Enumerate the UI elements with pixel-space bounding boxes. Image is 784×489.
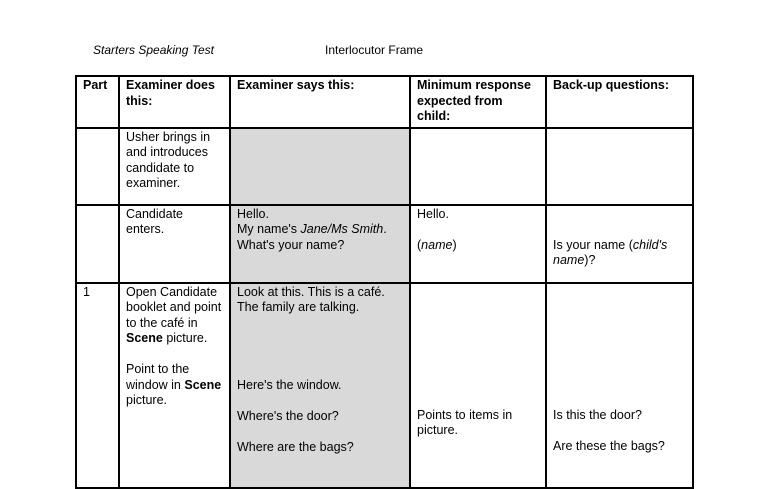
- interlocutor-frame-table: [75, 75, 694, 489]
- column-header-examiner-does: Examiner does this:: [119, 76, 230, 128]
- cell-examiner-says: [230, 283, 410, 488]
- table-row: [76, 283, 693, 488]
- cell-examiner-does: Usher brings in and introduces candidate to examiner.: [119, 128, 230, 205]
- says-whats-your-name: What's your name?: [237, 237, 345, 252]
- does-open-booklet: Open Candidate booklet and point to the café in Scene picture.: [126, 284, 222, 345]
- column-header-minimum-response: Minimum response expected from child:: [410, 76, 546, 128]
- says-heres-the-window: Here's the window.: [237, 377, 342, 392]
- table-row: [76, 205, 693, 283]
- document-subtitle-test-name: Starters Speaking Test: [93, 43, 214, 57]
- cell-minimum-response: [410, 128, 546, 205]
- response-hello: Hello.: [417, 206, 449, 221]
- cell-part: 1: [76, 283, 119, 488]
- column-header-examiner-says: Examiner says this:: [230, 76, 410, 128]
- cell-minimum-response: [410, 283, 546, 488]
- cell-minimum-response: [410, 205, 546, 283]
- cell-backup-questions: [546, 128, 693, 205]
- backup-is-this-the-door: Is this the door?: [553, 407, 642, 422]
- document-title: Interlocutor Frame: [325, 43, 424, 57]
- response-name: (name): [417, 237, 457, 252]
- says-where-are-the-bags: Where are the bags?: [237, 439, 354, 454]
- backup-are-these-the-bags: Are these the bags?: [553, 438, 665, 453]
- cell-examiner-says: [230, 205, 410, 283]
- cell-examiner-does: [119, 283, 230, 488]
- does-point-window: Point to the window in Scene picture.: [126, 362, 222, 407]
- backup-is-your-name: Is your name (child's name)?: [553, 237, 668, 267]
- column-header-backup-questions: Back-up questions:: [546, 76, 693, 128]
- cell-part: [76, 205, 119, 283]
- column-header-part: Part: [76, 76, 119, 128]
- says-hello: Hello.: [237, 206, 269, 221]
- cell-part: [76, 128, 119, 205]
- says-my-name: My name's Jane/Ms Smith.: [237, 222, 387, 236]
- table-row: [76, 128, 693, 205]
- table-header-row: [76, 76, 693, 128]
- cell-examiner-does: Candidate enters.: [119, 205, 230, 283]
- says-look-at-this: Look at this. This is a café. The family are talking.: [237, 284, 385, 314]
- cell-backup-questions: [546, 205, 693, 283]
- response-points-to-items: Points to items in picture.: [417, 407, 513, 437]
- cell-examiner-says: [230, 128, 410, 205]
- cell-backup-questions: [546, 283, 693, 488]
- says-wheres-the-door: Where's the door?: [237, 408, 339, 423]
